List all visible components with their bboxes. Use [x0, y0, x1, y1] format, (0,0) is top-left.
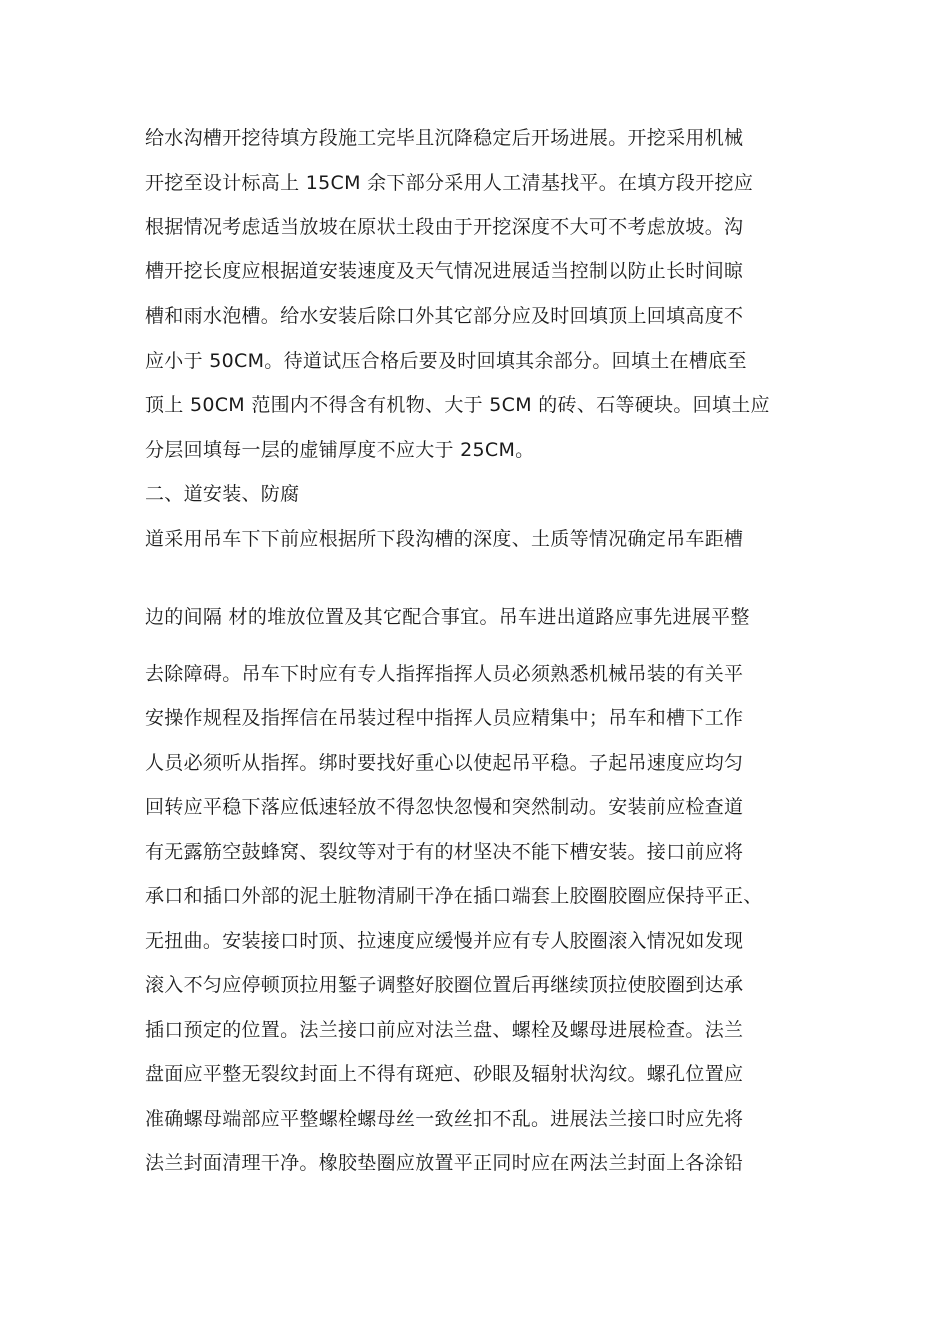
text-line: 无扭曲。安装接口时顶、拉速度应缓慢并应有专人胶圈滚入情况如发现 [145, 930, 744, 952]
text-line: 槽和雨水泡槽。给水安装后除口外其它部分应及时回填顶上回填高度不 [145, 305, 744, 327]
text-line: 分层回填每一层的虚铺厚度不应大于 25CM。 [145, 439, 535, 461]
text-line: 根据情况考虑适当放坡在原状土段由于开挖深度不大可不考虑放坡。沟 [145, 216, 744, 238]
text-line: 盘面应平整无裂纹封面上不得有斑疤、砂眼及辐射状沟纹。螺孔位置应 [145, 1063, 744, 1085]
text-line: 人员必须听从指挥。绑时要找好重心以使起吊平稳。子起吊速度应均匀 [145, 752, 744, 774]
text-line: 安操作规程及指挥信在吊装过程中指挥人员应精集中；吊车和槽下工作 [145, 707, 744, 729]
text-line: 给水沟槽开挖待填方段施工完毕且沉降稳定后开场进展。开挖采用机械 [145, 127, 744, 149]
text-line: 准确螺母端部应平整螺栓螺母丝一致丝扣不乱。进展法兰接口时应先将 [145, 1108, 744, 1130]
text-line: 边的间隔 材的堆放位置及其它配合事宜。吊车进出道路应事先进展平整 [145, 606, 750, 628]
text-line: 开挖至设计标高上 15CM 余下部分采用人工清基找平。在填方段开挖应 [145, 172, 754, 194]
text-line: 去除障碍。吊车下时应有专人指挥指挥人员必须熟悉机械吊装的有关平 [145, 663, 744, 685]
text-line: 顶上 50CM 范围内不得含有机物、大于 5CM 的砖、石等硬块。回填土应 [145, 394, 770, 416]
text-line: 承口和插口外部的泥土脏物清刷干净在插口端套上胶圈胶圈应保持平正、 [145, 885, 763, 907]
text-line: 道采用吊车下下前应根据所下段沟槽的深度、土质等情况确定吊车距槽 [145, 528, 744, 550]
text-line: 插口预定的位置。法兰接口前应对法兰盘、螺栓及螺母进展检查。法兰 [145, 1019, 744, 1041]
text-line: 槽开挖长度应根据道安装速度及天气情况进展适当控制以防止长时间晾 [145, 260, 744, 282]
text-line: 回转应平稳下落应低速轻放不得忽快忽慢和突然制动。安装前应检查道 [145, 796, 744, 818]
text-line: 有无露筋空鼓蜂窝、裂纹等对于有的材坚决不能下槽安装。接口前应将 [145, 841, 744, 863]
text-line: 法兰封面清理干净。橡胶垫圈应放置平正同时应在两法兰封面上各涂铅 [145, 1152, 744, 1174]
section-heading: 二、道安装、防腐 [145, 483, 300, 505]
text-line: 滚入不匀应停顿顶拉用錾子调整好胶圈位置后再继续顶拉使胶圈到达承 [145, 974, 744, 996]
text-line: 应小于 50CM。待道试压合格后要及时回填其余部分。回填土在槽底至 [145, 350, 747, 372]
